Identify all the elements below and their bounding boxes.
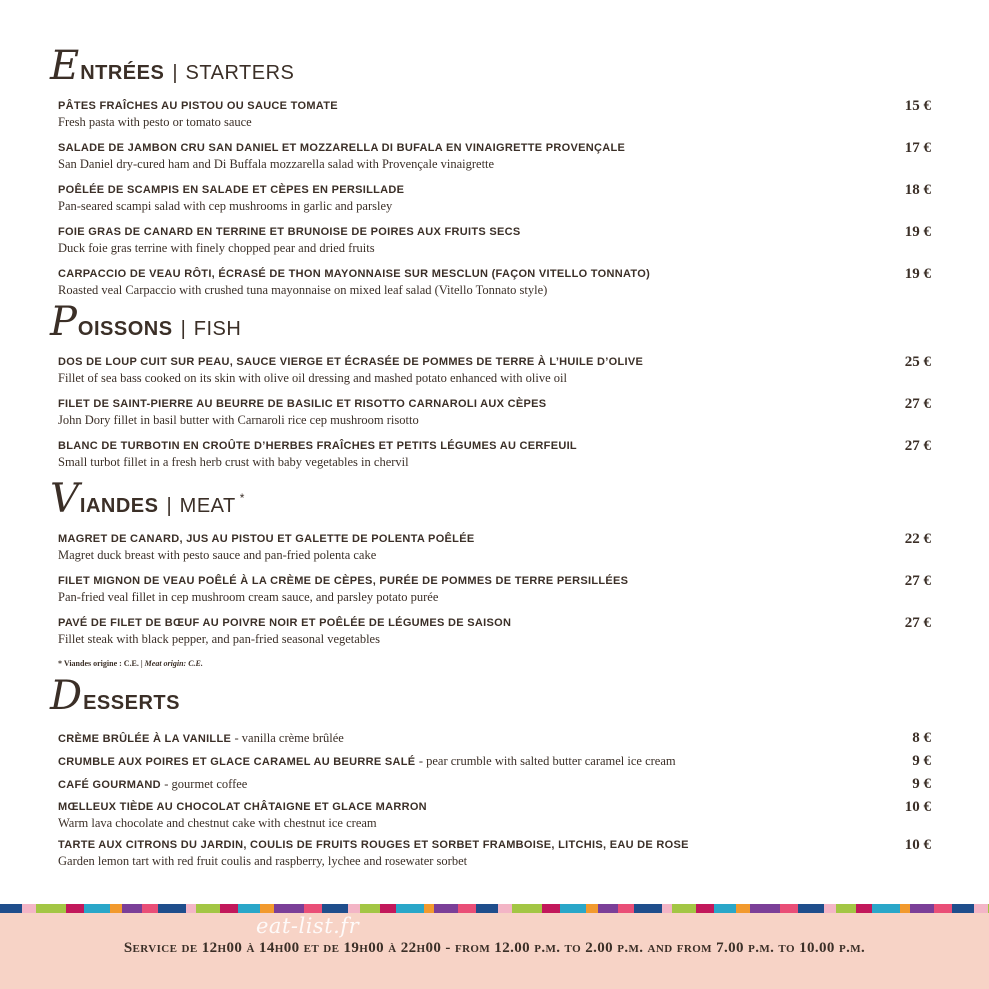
list-item [58,438,931,470]
dish-desc-en: Small turbot fillet in a fresh herb crust with baby vegetables in chervil [58,455,409,469]
section-title-desserts [50,673,931,719]
stripe-segment [634,904,662,913]
dish-name-fr: MŒLLEUX TIÈDE AU CHOCOLAT CHÂTAIGNE ET GLACE MARRON [58,801,427,813]
list-item [58,224,931,256]
dish-price: 25 € [904,354,931,370]
stripe-segment [274,904,304,913]
watermark: eat-list.fr [256,914,360,938]
dish-price: 22 € [904,531,931,547]
list-item [58,837,931,869]
list-item [58,396,931,428]
stripe-segment [672,904,696,913]
dish-desc-en: Fresh pasta with pesto or tomato sauce [58,115,252,129]
service-hours: Service de 12h00 à 14h00 et de 19h00 à 22h00 - from 12.00 p.m. to 2.00 p.m. and from 7.00 p.m. to 10.00 p.m. [123,940,866,956]
section-starters [50,43,931,298]
section-meat [50,476,931,668]
dish-price: 27 € [904,615,931,631]
dish-desc-inline: - pear crumble with salted butter caramel ice cream [418,754,676,768]
list-item [58,573,931,605]
stripe-segment [304,904,322,913]
stripe-segment [900,904,910,913]
title-en: FISH [193,318,242,340]
stripe-segment [0,904,22,913]
stripe-segment [598,904,618,913]
fish-list [58,354,931,470]
dish-name-fr: FOIE GRAS DE CANARD EN TERRINE ET BRUNOISE DE POIRES AUX FRUITS SECS [58,226,521,238]
stripe-segment [36,904,66,913]
list-item [58,531,931,563]
stripe-segment [110,904,122,913]
title-initial: E [50,43,80,89]
dish-desc-en: Fillet steak with black pepper, and pan-fried seasonal vegetables [58,632,380,646]
stripe-segment [780,904,798,913]
stripe-segment [910,904,934,913]
desserts-list [58,730,931,869]
dish-desc-en: San Daniel dry-cured ham and Di Buffala mozzarella salad with Provençale vinaigrette [58,157,495,171]
title-fr: ESSERTS [83,692,180,714]
dish-name-fr [58,776,861,793]
list-item [58,266,931,298]
dish-price: 27 € [904,396,931,412]
dish-name-fr [58,753,861,770]
dish-price: 17 € [904,140,931,156]
stripe-segment [696,904,714,913]
title-initial: P [50,299,77,345]
starters-list [58,98,931,298]
section-desserts [50,673,931,869]
list-item [58,799,931,831]
dish-desc-en: Warm lava chocolate and chestnut cake with chestnut ice cream [58,816,377,830]
dish-name-fr: PÂTES FRAÎCHES AU PISTOU OU SAUCE TOMATE [58,100,338,112]
list-item [58,140,931,172]
stripe-segment [836,904,856,913]
stripe-segment [158,904,186,913]
list-item [58,182,931,214]
stripe-segment [84,904,110,913]
dish-desc-en: John Dory fillet in basil butter with Carnaroli rice cep mushroom risotto [58,413,419,427]
stripe-segment [512,904,542,913]
title-en: STARTERS [185,62,295,84]
section-title-meat [50,476,931,522]
dish-desc-en: Fillet of sea bass cooked on its skin with olive oil dressing and mashed potato enhanced with olive oil [58,371,567,385]
list-item [58,615,931,647]
stripe-segment [542,904,560,913]
dish-desc-en: Pan-fried veal fillet in cep mushroom cream sauce, and parsley potato purée [58,590,439,604]
stripe-segment [974,904,988,913]
dish-desc-en: Duck foie gras terrine with finely chopped pear and dried fruits [58,241,375,255]
title-fr: IANDES [79,495,159,517]
dish-name-fr: PAVÉ DE FILET DE BŒUF AU POIVRE NOIR ET POÊLÉE DE LÉGUMES DE SAISON [58,617,512,629]
stripe-segment [66,904,84,913]
section-title-fish [50,299,931,345]
stripe-segment [952,904,974,913]
dish-desc-en: Roasted veal Carpaccio with crushed tuna mayonnaise on mixed leaf salad (Vitello Tonnato style) [58,283,548,297]
dish-name-fr: DOS DE LOUP CUIT SUR PEAU, SAUCE VIERGE ET ÉCRASÉE DE POMMES DE TERRE À L’HUILE D’OLIVE [58,356,644,368]
dish-desc-en: Pan-seared scampi salad with cep mushrooms in garlic and parsley [58,199,393,213]
section-title-starters [50,43,931,89]
dish-name-fr [58,730,861,747]
stripe-segment [586,904,598,913]
stripe-segment [348,904,360,913]
meat-list [58,531,931,668]
dish-name: CRUMBLE AUX POIRES ET GLACE CARAMEL AU BEURRE SALÉ [58,756,416,768]
dish-price: 27 € [904,438,931,454]
dish-price: 8 € [912,730,931,746]
dish-price: 9 € [912,776,931,792]
stripe-segment [736,904,750,913]
title-separator: | [180,318,186,340]
dish-desc-en: Garden lemon tart with red fruit coulis and raspberry, lychee and rosewater sorbet [58,854,468,868]
stripe-segment [424,904,434,913]
list-item [58,98,931,130]
dish-desc-inline: - vanilla crème brûlée [234,731,344,745]
dish-price: 18 € [904,182,931,198]
stripe-segment [714,904,736,913]
title-separator: | [166,495,172,517]
dish-name-fr: POÊLÉE DE SCAMPIS EN SALADE ET CÈPES EN PERSILLADE [58,184,405,196]
dish-name-fr: FILET MIGNON DE VEAU POÊLÉ À LA CRÈME DE CÈPES, PURÉE DE POMMES DE TERRE PERSILLÉES [58,575,629,587]
decorative-color-stripe [0,904,989,913]
stripe-segment [476,904,498,913]
title-fr: OISSONS [77,318,173,340]
stripe-segment [142,904,158,913]
title-initial: D [50,673,83,719]
stripe-segment [750,904,780,913]
stripe-segment [824,904,836,913]
dish-price: 15 € [904,98,931,114]
note-fr: * Viandes origine : C.E. | [58,659,143,668]
dish-price: 10 € [904,799,931,815]
stripe-segment [618,904,634,913]
list-item [58,354,931,386]
dish-price: 9 € [912,753,931,769]
stripe-segment [22,904,36,913]
title-footnote-mark: * [239,491,245,505]
note-en: Meat origin: C.E. [144,659,203,668]
dish-name: CRÈME BRÛLÉE À LA VANILLE [58,733,232,745]
title-fr: NTRÉES [80,62,165,84]
stripe-segment [560,904,586,913]
stripe-segment [798,904,824,913]
stripe-segment [322,904,348,913]
dish-price: 19 € [904,224,931,240]
stripe-segment [220,904,238,913]
stripe-segment [238,904,260,913]
dish-price: 10 € [904,837,931,853]
stripe-segment [662,904,672,913]
stripe-segment [434,904,458,913]
title-initial: V [50,476,79,522]
dish-name-fr: BLANC DE TURBOTIN EN CROÛTE D’HERBES FRAÎCHES ET PETITS LÉGUMES AU CERFEUIL [58,440,577,452]
section-fish [50,299,931,470]
dish-name-fr: CARPACCIO DE VEAU RÔTI, ÉCRASÉ DE THON MAYONNAISE SUR MESCLUN (FAÇON VITELLO TONNATO) [58,268,651,280]
meat-origin-note [58,659,931,668]
stripe-segment [360,904,380,913]
dish-name-fr: MAGRET DE CANARD, JUS AU PISTOU ET GALETTE DE POLENTA POÊLÉE [58,533,475,545]
stripe-segment [380,904,396,913]
dish-name: CAFÉ GOURMAND [58,779,161,791]
stripe-segment [196,904,220,913]
list-item [58,776,931,794]
stripe-segment [122,904,142,913]
stripe-segment [186,904,196,913]
dish-name-fr: SALADE DE JAMBON CRU SAN DANIEL ET MOZZARELLA DI BUFALA EN VINAIGRETTE PROVENÇALE [58,142,626,154]
stripe-segment [260,904,274,913]
dish-price: 27 € [904,573,931,589]
stripe-segment [856,904,872,913]
title-en: MEAT [179,495,236,517]
stripe-segment [396,904,424,913]
list-item [58,730,931,748]
stripe-segment [934,904,952,913]
list-item [58,753,931,771]
dish-name-fr: TARTE AUX CITRONS DU JARDIN, COULIS DE FRUITS ROUGES ET SORBET FRAMBOISE, LITCHIS, EAU DE ROSE [58,839,689,851]
dish-desc-inline: - gourmet coffee [164,777,248,791]
title-separator: | [172,62,178,84]
dish-name-fr: FILET DE SAINT-PIERRE AU BEURRE DE BASILIC ET RISOTTO CARNAROLI AUX CÈPES [58,398,547,410]
stripe-segment [872,904,900,913]
dish-desc-en: Magret duck breast with pesto sauce and pan-fried polenta cake [58,548,377,562]
dish-price: 19 € [904,266,931,282]
stripe-segment [458,904,476,913]
stripe-segment [498,904,512,913]
